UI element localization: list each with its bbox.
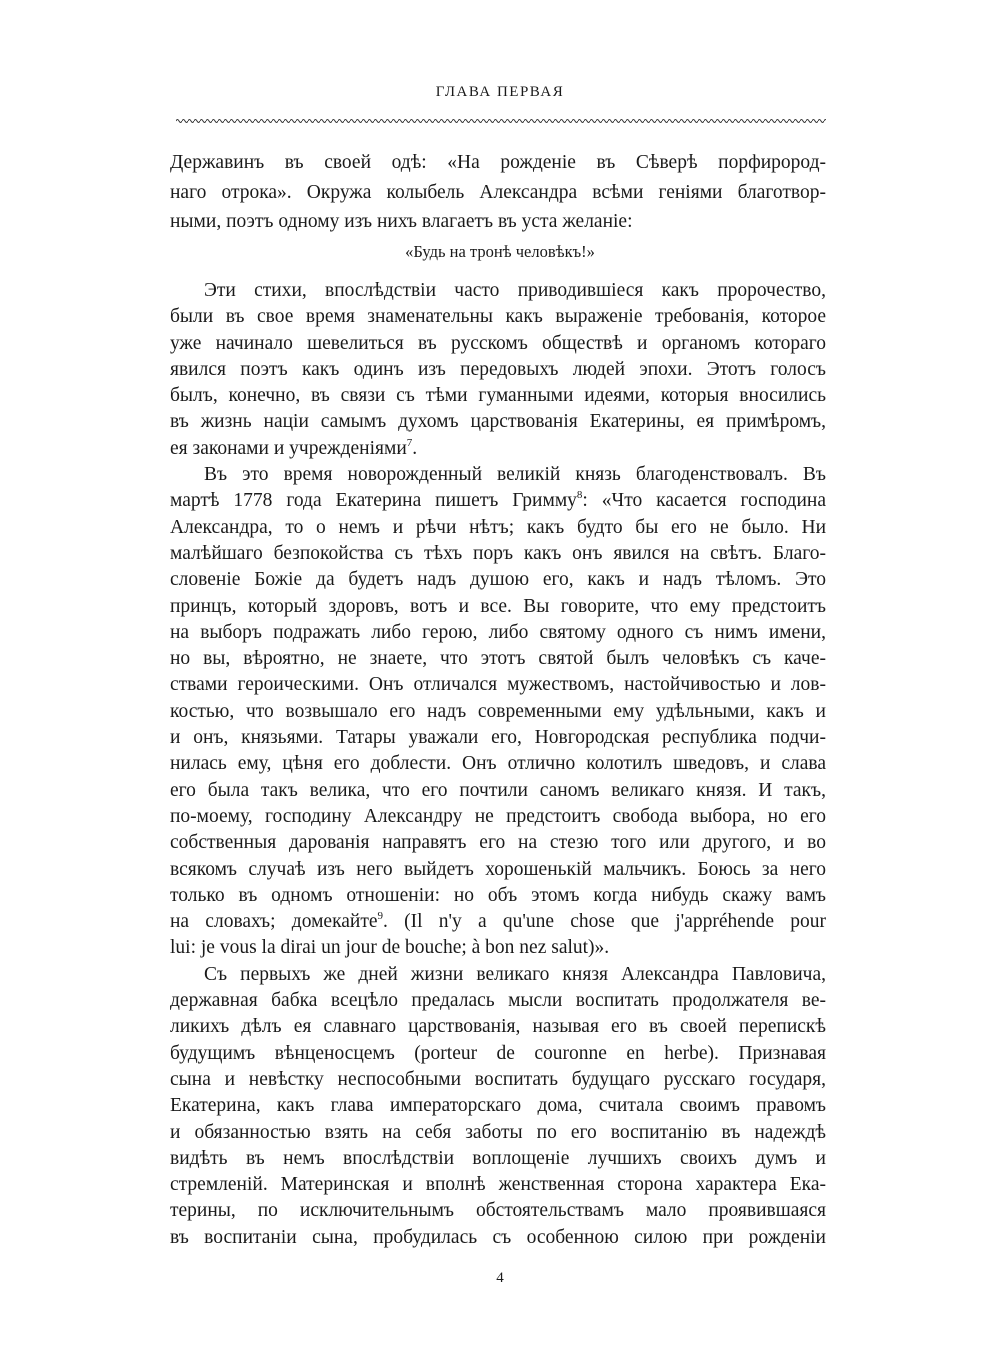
text-line bbox=[170, 699, 826, 725]
line-text: въ воспитаніи сына, пробудилась съ особенною силою при рожденіи bbox=[170, 1226, 826, 1248]
text-line bbox=[170, 804, 826, 830]
line-text: и обязанностью взять на себя заботы по его воспитанію въ надеждѣ bbox=[170, 1121, 826, 1143]
footnote-reference: 8 bbox=[576, 489, 583, 502]
footnote-reference: 7 bbox=[406, 436, 413, 449]
text-line bbox=[170, 1041, 826, 1067]
line-text: будущимъ вѣнценосцемъ (porteur de couronne en herbe). Признавая bbox=[170, 1042, 826, 1064]
verse-quote: «Будь на тронѣ человѣкъ!» bbox=[405, 242, 595, 261]
line-text: принцъ, который здоровъ, вотъ и все. Вы говорите, что ему предстоитъ bbox=[170, 595, 826, 617]
text-line bbox=[170, 1014, 826, 1040]
text-line bbox=[170, 148, 826, 178]
line-text: видѣть въ немъ впослѣдствіи воплощеніе лучшихъ своихъ думъ и bbox=[170, 1147, 826, 1169]
text-line bbox=[170, 909, 826, 935]
line-text: мартѣ 1778 года Екатерина пишетъ Гримму bbox=[170, 490, 577, 512]
page-number: 4 bbox=[496, 1270, 504, 1286]
line-text: малѣйшаго безпокойства съ тѣхъ поръ какъ онъ явился на свѣтъ. Благо- bbox=[170, 542, 826, 564]
line-text: Эти стихи, впослѣдствіи часто приводившіеся какъ пророчество, bbox=[204, 280, 826, 301]
line-text: по-моему, господину Александру не предстоитъ свобода выбора, но его bbox=[170, 805, 826, 827]
line-text: Съ первыхъ же дней жизни великаго князя Александра Павловича, bbox=[204, 963, 826, 985]
text-line bbox=[170, 178, 826, 208]
line-text: на словахъ; домекайте bbox=[170, 911, 378, 933]
line-text: ствами героическими. Онъ отличался мужествомъ, настойчивостью и лов- bbox=[170, 674, 826, 696]
line-text: наго отрока». Окружа колыбель Александра всѣми геніями благотвор- bbox=[170, 181, 826, 203]
text-line bbox=[170, 1172, 826, 1198]
text-line bbox=[170, 383, 826, 409]
text-line bbox=[170, 620, 826, 646]
text-line bbox=[170, 488, 826, 514]
line-text: словеніе Божіе да будетъ надъ душою его, какъ и надъ тѣломъ. Это bbox=[170, 569, 826, 591]
line-text: Державинъ въ своей одѣ: «На рожденіе въ Сѣверѣ порфирород- bbox=[170, 152, 826, 173]
line-text: явился поэтъ какъ одинъ изъ передовыхъ людей эпохи. Этотъ голосъ bbox=[170, 358, 826, 380]
text-line bbox=[170, 331, 826, 357]
line-text: на выборъ подражать либо герою, либо святому одного съ нимъ имени, bbox=[170, 621, 826, 643]
text-line bbox=[170, 1146, 826, 1172]
body-text bbox=[170, 278, 826, 1251]
line-text: былъ, конечно, въ связи съ тѣми гуманными идеями, которыя вносились bbox=[170, 385, 826, 407]
paragraph-continuation bbox=[170, 148, 826, 237]
line-text: сына и невѣстку неспособными воспитать будущаго русскаго государя, bbox=[170, 1068, 826, 1090]
line-text: нилась ему, цѣня его доблести. Онъ отлично колотилъ шведовъ, и слава bbox=[170, 753, 826, 775]
line-text: всякомъ случаѣ изъ него выйдетъ хорошенькій мальчикъ. Боюсь за него bbox=[170, 858, 826, 880]
line-text: Александра, то о немъ и рѣчи нѣтъ; какъ будто бы его не было. Ни bbox=[170, 516, 826, 538]
line-text: ея законами и учрежденіями bbox=[170, 437, 407, 459]
line-text: только въ одномъ отношеніи: но объ этомъ когда нибудь скажу вамъ bbox=[170, 884, 826, 906]
text-line bbox=[170, 567, 826, 593]
line-text: Въ это время новорожденный великій князь благоденствовалъ. Въ bbox=[204, 464, 826, 486]
running-header: ГЛАВА ПЕРВАЯ bbox=[435, 84, 565, 100]
text-line bbox=[170, 541, 826, 567]
line-text: стремленій. Материнская и вполнѣ женственная сторона характера Ека- bbox=[170, 1174, 826, 1196]
text-line bbox=[170, 962, 826, 988]
text-line bbox=[170, 857, 826, 883]
line-text: lui: je vous la dirai un jour de bouche; à bon nez salut)». bbox=[170, 937, 610, 959]
text-line bbox=[170, 646, 826, 672]
line-text: уже начинало шевелиться въ русскомъ обществѣ и органомъ котораго bbox=[170, 332, 826, 354]
text-line bbox=[170, 1225, 826, 1251]
text-line bbox=[170, 462, 826, 488]
text-line bbox=[170, 672, 826, 698]
line-text-after: . bbox=[412, 437, 418, 459]
line-text: костью, что возвышало его надъ современными ему удѣльными, какъ и bbox=[170, 700, 826, 722]
line-text: и онъ, князьями. Татары уважали его, Новгородская республика подчи- bbox=[170, 727, 826, 749]
line-text: Екатерина, какъ глава императорскаго дома, считала своимъ правомъ bbox=[170, 1095, 826, 1117]
line-text: его была такъ велика, что его почтили саномъ великаго князя. И такъ, bbox=[170, 779, 826, 801]
text-line bbox=[170, 751, 826, 777]
line-text: ными, поэтъ одному изъ нихъ влагаетъ въ уста желаніе: bbox=[170, 211, 633, 232]
text-line bbox=[170, 1120, 826, 1146]
text-line bbox=[170, 515, 826, 541]
line-text: но вы, вѣроятно, не знаете, что этотъ святой былъ человѣкъ съ каче- bbox=[170, 648, 826, 670]
text-line bbox=[170, 409, 826, 435]
line-text: державная бабка всецѣло предалась мысли воспитать продолжателя ве- bbox=[170, 990, 826, 1012]
text-line bbox=[170, 594, 826, 620]
line-text-after: . (Il n'y a qu'une chose que j'appréhende pour bbox=[383, 911, 826, 933]
text-line bbox=[170, 436, 826, 462]
line-text: собственныя дарованія направятъ его на стезю того или другого, и во bbox=[170, 832, 826, 854]
line-text: въ жизнь націи самымъ духомъ царствованія Екатерины, ея примѣромъ, bbox=[170, 411, 826, 433]
text-line bbox=[170, 357, 826, 383]
text-line bbox=[170, 304, 826, 330]
text-line bbox=[170, 778, 826, 804]
text-line bbox=[170, 207, 826, 237]
line-text-after: : «Что касается господина bbox=[582, 490, 826, 512]
line-text: терины, по исключительнымъ обстоятельствамъ мало проявившаяся bbox=[170, 1200, 826, 1222]
line-text: были въ свое время знаменательны какъ выраженіе требованія, которое bbox=[170, 306, 826, 328]
text-line bbox=[170, 1198, 826, 1224]
footnote-reference: 9 bbox=[377, 910, 384, 923]
wavy-rule-divider bbox=[176, 117, 826, 125]
text-line bbox=[170, 1093, 826, 1119]
text-line bbox=[170, 988, 826, 1014]
text-line bbox=[170, 935, 826, 961]
text-line bbox=[170, 830, 826, 856]
line-text: ликихъ дѣлъ ея славнаго царствованія, называя его въ своей перепискѣ bbox=[170, 1016, 826, 1038]
text-line bbox=[170, 278, 826, 304]
text-line bbox=[170, 883, 826, 909]
text-line bbox=[170, 1067, 826, 1093]
text-line bbox=[170, 725, 826, 751]
